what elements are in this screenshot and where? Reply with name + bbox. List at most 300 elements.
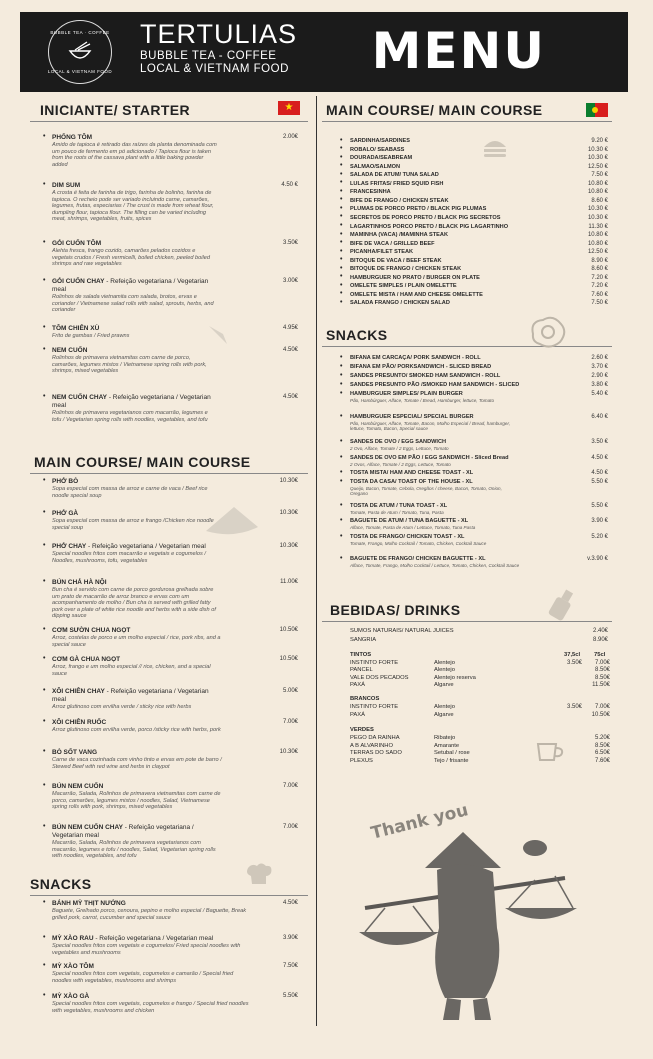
list-bullet: • bbox=[340, 153, 343, 161]
carrot-icon bbox=[205, 322, 231, 348]
list-bullet: • bbox=[340, 290, 343, 298]
menu-item-name: BITOQUE DE FRANGO / CHICKEN STEAK bbox=[350, 266, 462, 273]
item-price: 4.50 € bbox=[591, 470, 608, 476]
item-description: Macarrão, Salada, Rolinhos de primavera vegetarianos com macarrão, legumes e tofu / noodles, Salad, Vegetarian spring rolls with noodles, vegetables, and tofu bbox=[52, 840, 216, 859]
item-description: Rolinhos de primavera vietnamitas com carne de porco, camarões, legumes mistos / Vietnamese spring rolls with pork, shrimps, mixed vegetables bbox=[52, 355, 207, 374]
menu-item-name: SARDINHA/SARDINES bbox=[350, 138, 410, 144]
menu-item-name: LULAS FRITAS/ FRIED SQUID FISH bbox=[350, 180, 444, 187]
main-left-rule bbox=[30, 473, 308, 474]
item-price: 7.20 € bbox=[591, 283, 608, 290]
item-vegetarian-note: - Refeição vegetariana / Vegetarian meal bbox=[52, 278, 209, 293]
list-bullet: • bbox=[43, 782, 46, 789]
list-bullet: • bbox=[43, 509, 46, 516]
item-name-text: CƠM GÀ CHUA NGỌT bbox=[52, 656, 121, 663]
list-bullet: • bbox=[43, 748, 46, 755]
item-price: 11.30 € bbox=[588, 223, 608, 230]
list-bullet: • bbox=[340, 145, 343, 153]
menu-item-name: OMELETE SIMPLES / PLAIN OMELETTE bbox=[350, 283, 457, 290]
main-right-title: MAIN COURSE/ MAIN COURSE bbox=[326, 102, 543, 118]
snack-name: BAGUETE DE ATUM / TUNA BAGUETTE - XL bbox=[350, 518, 469, 524]
item-description: Arroz, frango e um molho especial // rice, chicken, and a special sauce bbox=[52, 664, 211, 677]
snack-description: Queijo, Bacon, Tomate, Cebola, Oregãos / cheese, Bacon, Tomato, Onion, Oregano bbox=[350, 486, 502, 497]
item-name bbox=[52, 627, 222, 635]
item-price: 10.80 € bbox=[587, 189, 608, 196]
wine-name: PLEXUS bbox=[350, 757, 373, 764]
list-bullet: • bbox=[43, 578, 46, 585]
item-price: 5.20 € bbox=[591, 534, 608, 540]
item-price: 7.50€ bbox=[282, 963, 298, 969]
menu-item bbox=[52, 656, 222, 677]
item-price: 8.90 € bbox=[591, 257, 608, 264]
list-bullet: • bbox=[43, 277, 46, 284]
list-bullet: • bbox=[340, 437, 343, 445]
list-bullet: • bbox=[340, 298, 343, 306]
wine-price-375: 3.50€ bbox=[566, 660, 582, 666]
menu-item bbox=[52, 394, 217, 423]
snack-description: Tomate, Pasta de Atum / Tomato, Tuna, Pasta bbox=[350, 510, 444, 515]
main-left-title: MAIN COURSE/ MAIN COURSE bbox=[34, 454, 251, 470]
item-price: 10.80 € bbox=[587, 232, 608, 239]
menu-item-name: PICANHA/FILET STEAK bbox=[350, 249, 414, 256]
menu-item bbox=[52, 688, 222, 711]
item-description: Special noodles fritos com vegetais e cogumelos/ Fried special noodles with vegetables and mushrooms bbox=[52, 943, 241, 956]
item-name-text: PHỐNG TÔM bbox=[52, 134, 93, 141]
list-bullet: • bbox=[43, 346, 46, 353]
item-price: 10.50€ bbox=[279, 656, 298, 662]
vendor-illustration bbox=[355, 828, 610, 1023]
item-price: 4.50€ bbox=[282, 394, 298, 400]
brancos-label: BRANCOS bbox=[350, 696, 380, 702]
list-bullet: • bbox=[340, 222, 343, 229]
fried-egg-icon bbox=[528, 316, 568, 350]
list-bullet: • bbox=[43, 239, 46, 246]
wine-price-75: 6.50€ bbox=[594, 750, 610, 757]
item-price: 10.30€ bbox=[279, 510, 298, 516]
wine-name: PEGO DA RAINHA bbox=[350, 735, 400, 741]
item-name-text: XÔI CHIÊN RUỐC bbox=[52, 719, 107, 726]
list-bullet: • bbox=[340, 162, 343, 170]
snack-description: 2 Ovos, Alface, Tomate / 2 Eggs, Lettuce, Tomato bbox=[350, 462, 451, 467]
item-name bbox=[52, 993, 252, 1001]
menu-item bbox=[52, 719, 222, 734]
list-bullet: • bbox=[340, 281, 343, 289]
list-bullet: • bbox=[340, 247, 343, 255]
main-right-rule bbox=[322, 121, 612, 122]
list-bullet: • bbox=[43, 324, 46, 331]
item-name bbox=[52, 579, 222, 587]
item-price: 3.80 € bbox=[591, 382, 608, 388]
list-bullet: • bbox=[340, 273, 343, 281]
item-description: Arroz glutinoso com ervilha verde / sticky rice with herbs bbox=[52, 704, 192, 710]
item-price: 3.90 € bbox=[591, 518, 608, 524]
menu-item bbox=[52, 749, 222, 770]
item-name-text: DIM SUM bbox=[52, 182, 81, 189]
portugal-flag-icon bbox=[586, 103, 608, 117]
col-75-label: 75cl bbox=[594, 652, 606, 658]
item-price: 10.30 € bbox=[587, 206, 608, 213]
item-price: 10.30€ bbox=[279, 478, 298, 484]
menu-item-name: SALADA FRANGO / CHICKEN SALAD bbox=[350, 300, 450, 307]
vietnam-flag-icon: ★ bbox=[278, 101, 300, 115]
item-vegetarian-note: - Refeição vegetariana / Vegetarian meal bbox=[52, 394, 211, 409]
item-price: 4.50€ bbox=[282, 900, 298, 906]
menu-item bbox=[52, 240, 217, 268]
item-name bbox=[52, 182, 217, 190]
item-name-text: PHỞ BÒ bbox=[52, 478, 79, 485]
bowl-chopsticks-icon bbox=[67, 41, 93, 63]
item-price: 3.50 € bbox=[591, 439, 608, 445]
starter-title: INICIANTE/ STARTER bbox=[40, 102, 191, 118]
col-375-label: 37,5cl bbox=[564, 652, 581, 658]
menu-heading: MENU bbox=[371, 22, 546, 80]
item-description: Sopa especial com massa de arroz e frango /Chicken rice noodle special soup bbox=[52, 518, 214, 531]
brand-line-2: LOCAL & VIETNAM FOOD bbox=[140, 63, 289, 75]
item-name bbox=[52, 824, 222, 840]
item-description: Rolinhos de salada vietnamita com salada, brotos, ervas e coriander / Vietnamese salad rolls with salad, sprouts, herbs, and coriander bbox=[52, 294, 214, 313]
hat-icon bbox=[204, 505, 260, 537]
item-name-text: XÔI CHIÊN CHAY bbox=[52, 688, 105, 695]
item-price: 2.00€ bbox=[282, 134, 298, 140]
item-description: Special noodles fritos com vegetais, cogumelos e camarão / Special fried noodles with vegetables, mushrooms and shrimps bbox=[52, 971, 234, 984]
wine-name: PANCEL bbox=[350, 667, 373, 674]
item-price: 7.50 € bbox=[591, 172, 608, 179]
list-bullet: • bbox=[340, 196, 343, 204]
snack-name: SANDES DE OVO EM PÃO / EGG SANDWICH - Sliced Bread bbox=[350, 455, 509, 461]
list-bullet: • bbox=[340, 213, 343, 221]
list-bullet: • bbox=[340, 380, 343, 388]
logo-top-text: BUBBLE TEA · COFFEE bbox=[50, 30, 110, 35]
snack-name: TOSTA MISTA/ HAM AND CHEESE TOAST - XL bbox=[350, 470, 474, 476]
item-description: A crosta é feita de farinha de trigo, farinha de bolinho, farinha de tapioca. O recheio pode ser variado incluindo carne, camarões, legumes, frutas, especiarias / The crust is made from wheat flour, dumpling flour, tapioca flour. The filling can be varied including meat, shrimps, vegetables, fruits, spices bbox=[52, 190, 214, 222]
chef-hat-icon bbox=[244, 862, 274, 890]
list-bullet: • bbox=[340, 170, 343, 178]
item-description: Bun cha é servido com carne de porco gordurosa grelhada sobre um prato de macarrão de arroz branco e ervas com um acompanhamento de molho / Bun cha is served with grilled fatty pork over a plate of white rice noodle and herbs with a side dish of dipping sauce bbox=[52, 587, 216, 619]
list-bullet: • bbox=[43, 626, 46, 633]
item-price: 4.50€ bbox=[282, 347, 298, 353]
wine-name: VALE DOS PECADOS bbox=[350, 674, 409, 681]
wine-price-75: 8.50€ bbox=[594, 742, 610, 749]
wine-region: Alentejo reserva bbox=[434, 674, 476, 681]
menu-item-name: ROBALO/ SEABASS bbox=[350, 146, 405, 153]
item-description: Macarrão, Salada, Rolinhos de primavera vietnamitas com carne de porco, camarões, legumes mistos / noodles, Salad, Vietnamese spring rolls with pork, shrimps, mixed vegetables bbox=[52, 791, 221, 810]
menu-item bbox=[52, 134, 217, 168]
wine-name: A B ALVARINHO bbox=[350, 742, 393, 749]
item-description: Sopa especial com massa de arroz e carne de vaca / Beef rice noodle special soup bbox=[52, 486, 208, 499]
juices-price: 2.40€ bbox=[592, 628, 608, 634]
item-vegetarian-note: - Refeição vegetariana / Vegetarian meal bbox=[93, 935, 214, 942]
menu-item-name: SALMAO/SALMON bbox=[350, 163, 401, 170]
menu-item bbox=[52, 627, 222, 648]
wine-price-75: 11.50€ bbox=[592, 682, 610, 689]
menu-item-name: LAGARTINHOS PORCO PRETO / BLACK PIG LAGARTINHO bbox=[350, 223, 509, 230]
list-bullet: • bbox=[340, 371, 343, 379]
list-bullet: • bbox=[340, 230, 343, 238]
item-name bbox=[52, 900, 252, 908]
list-bullet: • bbox=[340, 256, 343, 264]
starter-rule bbox=[30, 121, 308, 122]
item-price: 4.50 € bbox=[281, 182, 298, 188]
item-price: 10.50€ bbox=[279, 627, 298, 633]
list-bullet: • bbox=[340, 453, 343, 461]
wine-price-75: 7.00€ bbox=[594, 704, 610, 710]
item-name bbox=[52, 963, 252, 971]
item-price: 5.50€ bbox=[282, 993, 298, 999]
item-name bbox=[52, 478, 222, 486]
item-name bbox=[52, 749, 222, 757]
menu-item bbox=[52, 900, 252, 921]
item-name-text: BÁNH MỲ THỊT NƯỚNG bbox=[52, 900, 126, 907]
wine-region: Algarve bbox=[434, 682, 454, 689]
wine-name: PAXÁ bbox=[350, 682, 366, 689]
list-bullet: • bbox=[340, 136, 343, 144]
menu-item bbox=[52, 963, 252, 984]
item-price: 2.60 € bbox=[591, 355, 608, 361]
snack-description: Alface, Tomate, Pasta de Atum / Lettuce, Tomato, Tuna Pasta bbox=[350, 525, 476, 530]
list-bullet: • bbox=[340, 264, 343, 272]
menu-item-name: FRANCESINHA bbox=[350, 189, 391, 196]
sangria-name: SANGRIA bbox=[350, 637, 377, 643]
tintos-label: TINTOS bbox=[350, 652, 372, 658]
wine-price-375: 3.50€ bbox=[566, 704, 582, 710]
snack-name: HAMBURGUER ESPECIAL/ SPECIAL BURGER bbox=[350, 414, 474, 420]
item-description: Arroz, costelas de porco e um molho especial / rice, pork ribs, and a special sauce bbox=[52, 635, 221, 648]
bottle-icon bbox=[548, 588, 578, 622]
list-bullet: • bbox=[43, 477, 46, 484]
list-bullet: • bbox=[340, 389, 343, 397]
item-price: 10.30 € bbox=[587, 146, 608, 153]
wine-price-75: 8.50€ bbox=[594, 667, 610, 674]
menu-item-name: HAMBURGUER NO PRATO / BURGER ON PLATE bbox=[350, 274, 480, 281]
list-bullet: • bbox=[340, 477, 343, 485]
menu-item-name: PLUMAS DE PORCO PRETO / BLACK PIG PLUMAS bbox=[350, 206, 487, 213]
snack-description: 2 Ovo, Alface, Tomate / 2 Eggs, Lettuce, Tomato bbox=[350, 446, 449, 451]
item-price: 2.90 € bbox=[591, 373, 608, 379]
sangria-price: 8.90€ bbox=[592, 637, 608, 643]
wine-region: Alentejo bbox=[434, 660, 455, 666]
item-price: 10.30€ bbox=[279, 749, 298, 755]
item-name bbox=[52, 278, 217, 294]
thank-you-text: Thank you bbox=[369, 800, 471, 844]
menu-item bbox=[52, 935, 252, 956]
menu-item-name: MAMINHA (VACA) /MAMINHA STEAK bbox=[350, 232, 448, 239]
logo-bottom-text: LOCAL & VIETNAM FOOD bbox=[47, 69, 113, 74]
snacks-left-rule bbox=[30, 895, 308, 896]
item-price: 12.50 € bbox=[587, 163, 608, 170]
item-price: 11.00€ bbox=[280, 579, 298, 585]
item-price: 3.00€ bbox=[282, 278, 298, 284]
snack-name: BIFANA EM PÃO/ PORKSANDWICH - SLICED BREAD bbox=[350, 364, 492, 370]
snack-name: SANDES PRESUNTO PÃO /SMOKED HAM SANDWICH - SLICED bbox=[350, 382, 520, 388]
item-description: Baguete, Grelhado porco, cenoura, pepino e molho especial / Baguette, Break grilled pork, carrot, cucumber and special sauce bbox=[52, 908, 247, 921]
item-price: 12.50 € bbox=[587, 249, 608, 256]
item-name bbox=[52, 543, 222, 551]
item-vegetarian-note: - Refeição vegetariana / Vegetarian meal bbox=[52, 688, 209, 703]
list-bullet: • bbox=[340, 239, 343, 247]
list-bullet: • bbox=[43, 687, 46, 694]
item-price: 7.60 € bbox=[591, 291, 608, 298]
item-name bbox=[52, 394, 217, 410]
brand-block bbox=[140, 18, 297, 76]
item-name bbox=[52, 325, 217, 333]
list-bullet: • bbox=[43, 934, 46, 941]
wine-region: Amarante bbox=[434, 742, 460, 749]
list-bullet: • bbox=[43, 655, 46, 662]
item-vegetarian-note: - Refeição vegetariana / Vegetarian meal bbox=[86, 543, 206, 550]
snack-name: SANDES PRESUNTO/ SMOKED HAM SANDWICH - ROLL bbox=[350, 373, 501, 379]
list-bullet: • bbox=[43, 992, 46, 999]
item-price: 5.00€ bbox=[282, 688, 298, 694]
menu-item bbox=[52, 993, 252, 1014]
menu-item bbox=[52, 325, 217, 340]
menu-item-name: SECRETOS DE PORCO PRETO / BLACK PIG SECRETOS bbox=[350, 214, 501, 221]
snack-name: TOSTA DA CASA/ TOAST OF THE HOUSE - XL bbox=[350, 479, 473, 485]
snack-name: BAGUETE DE FRANGO/ CHICKEN BAGUETTE - XL bbox=[350, 556, 486, 562]
item-name bbox=[52, 134, 217, 142]
item-name-text: MỲ XÀO GÀ bbox=[52, 993, 90, 1000]
item-name-text: CƠM SƯỜN CHUA NGỌT bbox=[52, 627, 131, 634]
wine-region: Alentejo bbox=[434, 667, 455, 674]
wine-region: Setubal / rose bbox=[434, 750, 470, 757]
item-name-text: BÚN NEM CUỐN CHAY bbox=[52, 824, 123, 831]
wine-price-75: 7.60€ bbox=[594, 757, 610, 764]
item-name-text: MỲ XÀO TÔM bbox=[52, 963, 94, 970]
item-name bbox=[52, 347, 217, 355]
item-name-text: NEM CUỐN CHAY bbox=[52, 394, 108, 401]
list-bullet: • bbox=[43, 823, 46, 830]
menu-item bbox=[52, 347, 217, 375]
item-name bbox=[52, 783, 222, 791]
list-bullet: • bbox=[43, 542, 46, 549]
snack-name: BIFANA EM CARCAÇA/ PORK SANDWCH - ROLL bbox=[350, 355, 481, 361]
item-description: Rolinhos de primavera vegetarianos com macarrão, legumes e tofu / Vegetarian spring rolls with noodles, vegetables, and tofu bbox=[52, 410, 208, 423]
snack-description: Alface, Tomate, Frango, Molho Cocktail / Lettuce, Tomato, Chicken, Cocktail Sauce bbox=[350, 563, 520, 568]
snack-description: Pão, Hambúrguer, Alface, Tomate, Bacon, Molho Especial / Bread, hamburger, lettuce, Tomato, Bacon, Special sauce bbox=[350, 421, 511, 432]
item-price: v.3.90 € bbox=[587, 556, 608, 562]
menu-item-name: SALADA DE ATUM/ TUNA SALAD bbox=[350, 172, 439, 179]
juices-name: SUMOS NATURAIS/ NATURAL JUICES bbox=[350, 628, 454, 634]
item-price: 6.40 € bbox=[591, 414, 608, 420]
brand-logo bbox=[48, 20, 112, 84]
item-name-text: BÚN NEM CUỐN bbox=[52, 783, 104, 790]
item-price: 5.50 € bbox=[591, 479, 608, 485]
header-bar bbox=[20, 12, 628, 92]
snack-description: Tomate, Frango, Molho Cocktail / Tomato, Chicken, Cocktail Sauce bbox=[350, 541, 487, 546]
drinks-title: BEBIDAS/ DRINKS bbox=[330, 602, 461, 618]
list-bullet: • bbox=[340, 532, 343, 540]
item-price: 3.90€ bbox=[282, 935, 298, 941]
item-name-text: MỲ XÀO RAU bbox=[52, 935, 94, 942]
menu-item-name: BIFE DE FRANGO / CHICKEN STEAK bbox=[350, 197, 449, 204]
list-bullet: • bbox=[340, 362, 343, 370]
menu-item bbox=[52, 543, 222, 564]
menu-item bbox=[52, 824, 222, 860]
brand-name: TERTULIAS bbox=[140, 19, 298, 49]
item-price: 10.30€ bbox=[279, 543, 298, 549]
item-description: Special noodles fritos com macarrão e vegetais e cogumelos / Noodles, mushrooms, tofu, vegetables bbox=[52, 551, 206, 564]
item-price: 3.70 € bbox=[591, 364, 608, 370]
item-price: 4.50 € bbox=[591, 455, 608, 461]
menu-item bbox=[52, 182, 217, 223]
item-name bbox=[52, 719, 222, 727]
wine-name: INSTINTO FORTE bbox=[350, 704, 399, 710]
menu-item bbox=[52, 478, 222, 499]
item-name-text: BÚN CHẢ HÀ NỘI bbox=[52, 579, 107, 586]
item-price: 10.80 € bbox=[587, 180, 608, 187]
item-description: Amido de tapioca é retirado das raízes da planta denominada com um pouco de fermento em pó adicionado / Tapioca flour is taken from the roots of the cassava plant with a little baking powder added bbox=[52, 142, 217, 168]
list-bullet: • bbox=[43, 962, 46, 969]
list-bullet: • bbox=[340, 353, 343, 361]
snack-name: HAMBURGUER SIMPLES/ PLAIN BURGER bbox=[350, 391, 463, 397]
menu-item-name: BITOQUE DE VACA / BEEF STEAK bbox=[350, 257, 442, 264]
list-bullet: • bbox=[340, 412, 343, 420]
item-price: 9.20 € bbox=[591, 138, 608, 144]
menu-item bbox=[52, 783, 222, 811]
snack-name: SANDES DE OVO / EGG SANDWICH bbox=[350, 439, 447, 445]
list-bullet: • bbox=[340, 468, 343, 476]
snacks-right-title: SNACKS bbox=[326, 327, 388, 343]
item-name-text: GỎI CUỐN TÔM bbox=[52, 240, 102, 247]
item-price: 8.60 € bbox=[591, 197, 608, 204]
wine-price-75: 7.00€ bbox=[594, 660, 610, 666]
item-description: Special noodles fritos com vegetais, cogumelos e frango / Special fried noodles with vegetables, mushrooms and chicken bbox=[52, 1001, 249, 1014]
brand-line-1: BUBBLE TEA - COFFEE bbox=[140, 50, 277, 62]
item-name bbox=[52, 688, 222, 704]
item-name-text: TÔM CHIÊN XÙ bbox=[52, 325, 100, 332]
item-description: Arroz glutinoso com ervilha verde, porco /sticky rice with herbs, pork bbox=[52, 727, 221, 733]
list-bullet: • bbox=[43, 181, 46, 188]
list-bullet: • bbox=[340, 516, 343, 524]
snack-description: Pão, Hambúrguer, Alface, Tomate / Bread, Hamburger, lettuce, Tomato bbox=[350, 398, 495, 403]
wine-price-75: 5.20€ bbox=[594, 735, 610, 741]
item-name-text: GỎI CUỐN CHAY bbox=[52, 278, 105, 285]
menu-item-name: BIFE DE VACA / GRILLED BEEF bbox=[350, 240, 435, 247]
verdes-label: VERDES bbox=[350, 727, 374, 733]
wine-name: TERRAS DO SADO bbox=[350, 750, 402, 757]
item-price: 7.00€ bbox=[282, 719, 298, 725]
snacks-left-title: SNACKS bbox=[30, 876, 92, 892]
wine-price-75: 10.50€ bbox=[591, 712, 610, 718]
item-name-text: PHỞ CHAY bbox=[52, 543, 87, 550]
item-name bbox=[52, 656, 222, 664]
list-bullet: • bbox=[340, 204, 343, 212]
item-name bbox=[52, 935, 252, 943]
item-name-text: PHỞ GÀ bbox=[52, 510, 79, 517]
list-bullet: • bbox=[340, 501, 343, 509]
item-price: 10.30 € bbox=[587, 155, 608, 162]
item-description: Frito de gambas / Fried prawns bbox=[52, 333, 130, 339]
list-bullet: • bbox=[43, 393, 46, 400]
item-price: 10.80 € bbox=[587, 240, 608, 247]
column-divider bbox=[316, 96, 317, 1026]
item-price: 5.40 € bbox=[591, 391, 608, 397]
item-price: 5.50 € bbox=[591, 503, 608, 509]
wine-region: Tejo / frisante bbox=[434, 757, 469, 764]
cup-icon bbox=[535, 740, 565, 764]
snack-name: TOSTA DE FRANGO/ CHICKEN TOAST - XL bbox=[350, 534, 465, 540]
item-name bbox=[52, 510, 222, 518]
menu-item bbox=[52, 579, 222, 620]
wine-price-75: 8.50€ bbox=[594, 674, 610, 681]
item-price: 7.00€ bbox=[282, 824, 298, 830]
wine-region: Alentejo bbox=[434, 704, 455, 710]
item-price: 8.60 € bbox=[591, 266, 608, 273]
wine-name: PAXÁ bbox=[350, 712, 366, 718]
list-bullet: • bbox=[43, 718, 46, 725]
item-name-text: NEM CUỐN bbox=[52, 347, 88, 354]
snack-name: TOSTA DE ATUM / TUNA TOAST - XL bbox=[350, 503, 448, 509]
menu-item bbox=[52, 510, 222, 531]
list-bullet: • bbox=[340, 179, 343, 187]
